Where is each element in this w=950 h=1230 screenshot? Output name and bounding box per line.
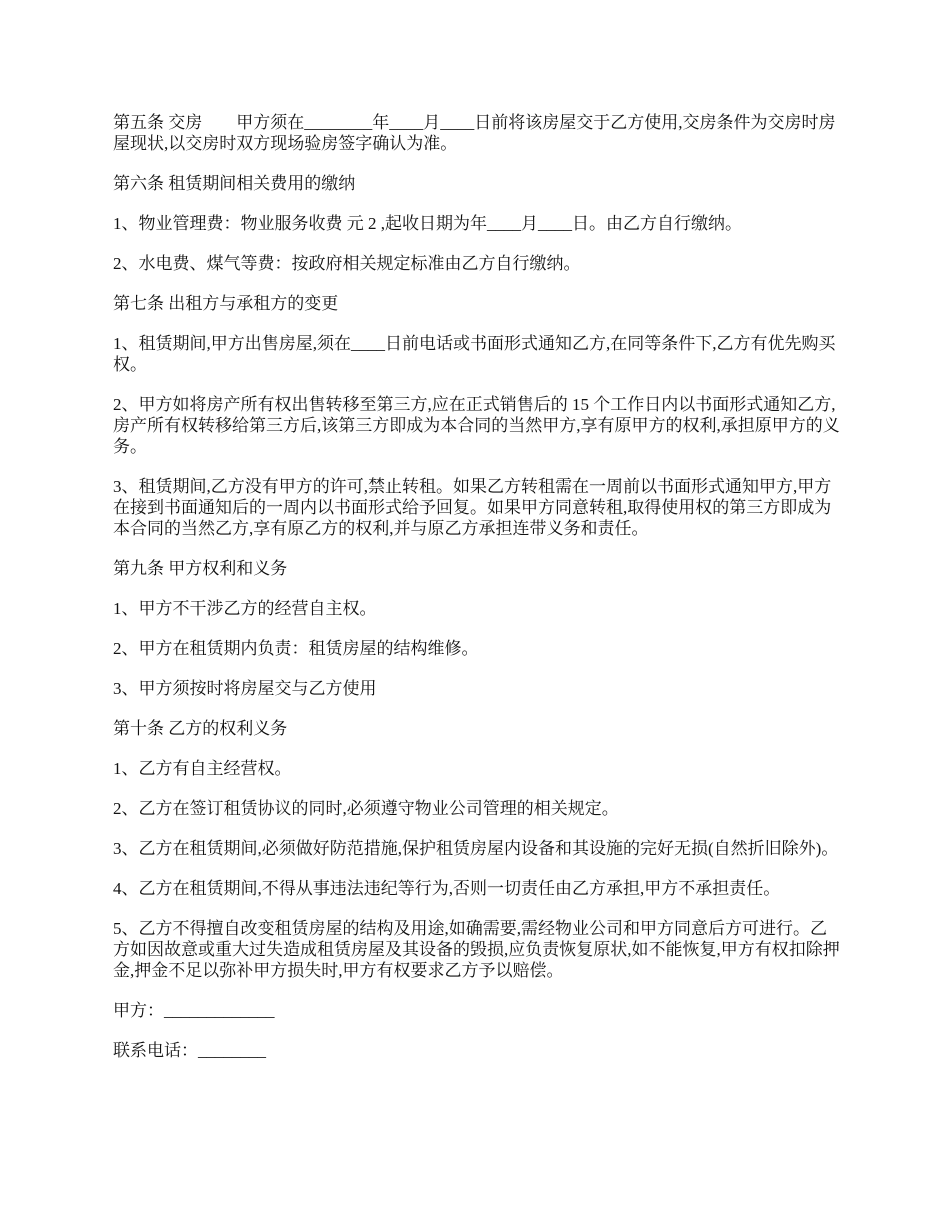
- article-6-heading: 第六条 租赁期间相关费用的缴纳: [113, 174, 356, 193]
- article-7-item-1: 1、租赁期间,甲方出售房屋,须在____日前电话或书面形式通知乙方,在同等条件下,乙方有优先购买权。: [113, 334, 836, 374]
- contact-phone-line: 联系电话：________: [113, 1041, 266, 1060]
- article-7-heading: 第七条 出租方与承租方的变更: [113, 294, 339, 313]
- article-9-heading: 第九条 甲方权利和义务: [113, 559, 288, 578]
- article-10-item-5: 5、乙方不得擅自改变租赁房屋的结构及用途,如确需要,需经物业公司和甲方同意后方可进行。乙方如因故意或重大过失造成租赁房屋及其设备的毁损,应负责恢复原状,如不能恢复,甲方有权扣除押金,押金不足以弥补甲方损失时,甲方有权要求乙方予以赔偿。: [113, 919, 840, 980]
- article-6-item-2: 2、水电费、煤气等费：按政府相关规定标准由乙方自行缴纳。: [113, 254, 581, 273]
- document-page: [113, 112, 843, 1080]
- article-9-item-3: 3、甲方须按时将房屋交与乙方使用: [113, 679, 377, 698]
- article-10-item-3: 3、乙方在租赁期间,必须做好防范措施,保护租赁房屋内设备和其设施的完好无损(自然折旧除外)。: [113, 839, 839, 858]
- article-6-item-1: 1、物业管理费：物业服务收费 元 2 ,起收日期为年____月____日。由乙方自行缴纳。: [113, 214, 742, 233]
- party-a-signature-line: 甲方：_____________: [113, 1001, 275, 1020]
- article-10-item-4: 4、乙方在租赁期间,不得从事违法违纪等行为,否则一切责任由乙方承担,甲方不承担责任。: [113, 879, 781, 898]
- article-10-heading: 第十条 乙方的权利义务: [113, 719, 288, 738]
- article-7-item-2: 2、甲方如将房产所有权出售转移至第三方,应在正式销售后的 15 个工作日内以书面形式通知乙方,房产所有权转移给第三方后,该第三方即成为本合同的当然甲方,享有原甲方的权利,承担原甲方的义务。: [113, 395, 840, 456]
- article-10-item-1: 1、乙方有自主经营权。: [113, 759, 292, 778]
- article-9-item-2: 2、甲方在租赁期内负责：租赁房屋的结构维修。: [113, 639, 479, 658]
- article-7-item-3: 3、租赁期间,乙方没有甲方的许可,禁止转租。如果乙方转租需在一周前以书面形式通知甲方,甲方在接到书面通知后的一周内以书面形式给予回复。如果甲方同意转租,取得使用权的第三方即成为本合同的当然乙方,享有原乙方的权利,并与原乙方承担连带义务和责任。: [113, 477, 832, 538]
- article-10-item-2: 2、乙方在签订租赁协议的同时,必须遵守物业公司管理的相关规定。: [113, 799, 619, 818]
- article-9-item-1: 1、甲方不干涉乙方的经营自主权。: [113, 599, 377, 618]
- article-5-delivery: 第五条 交房 甲方须在________年____月____日前将该房屋交于乙方使用,交房条件为交房时房屋现状,以交房时双方现场验房签字确认为准。: [113, 113, 836, 153]
